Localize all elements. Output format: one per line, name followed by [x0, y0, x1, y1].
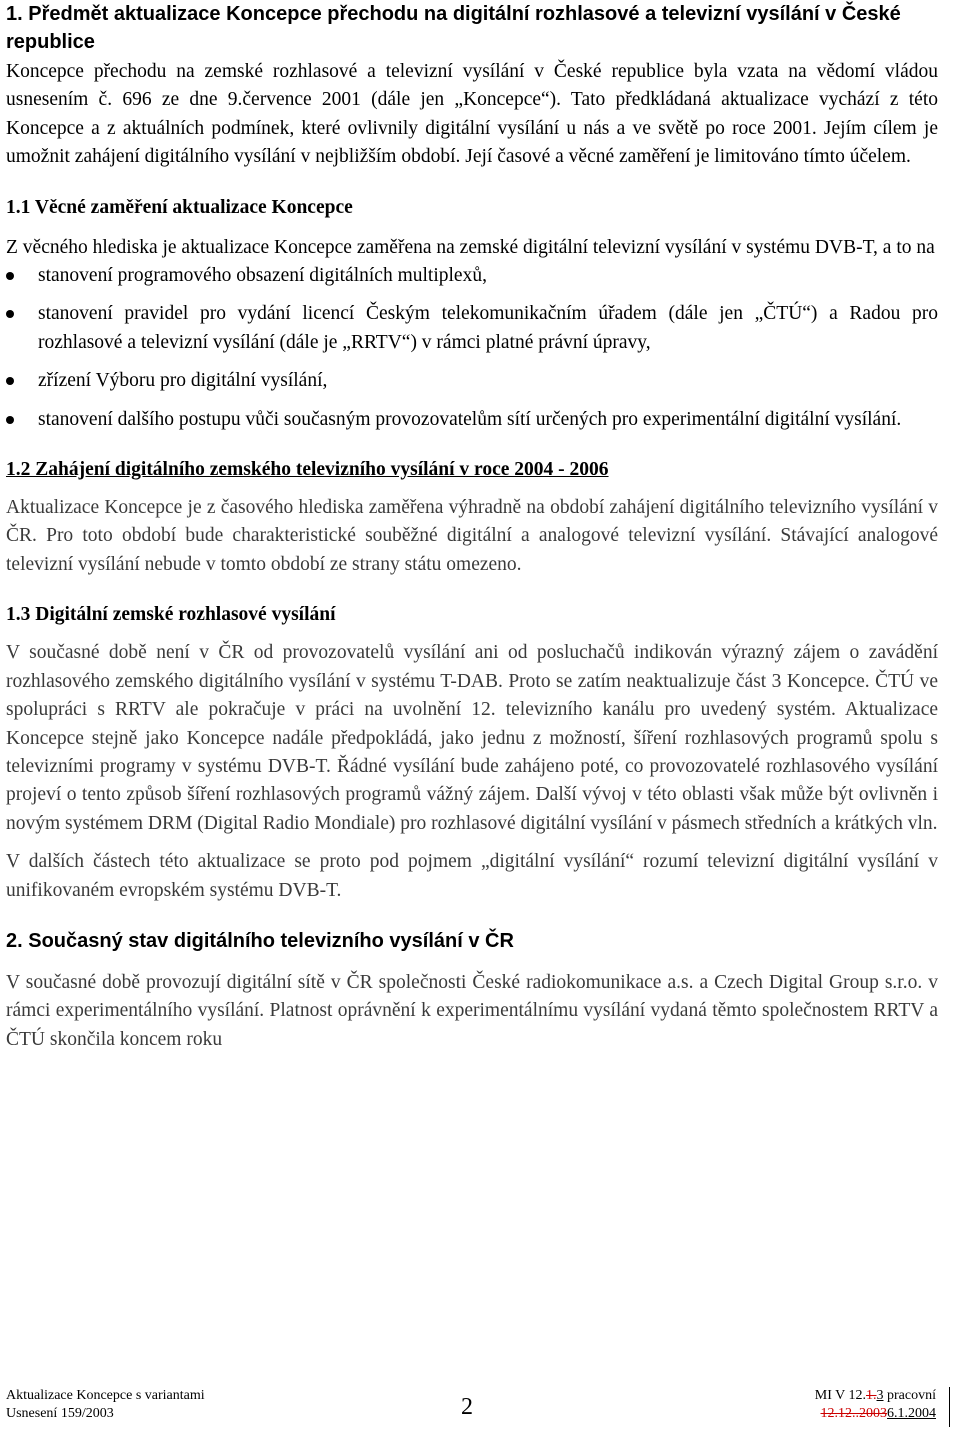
page-number: 2: [461, 1394, 473, 1420]
heading-section-1-1: 1.1 Věcné zaměření aktualizace Koncepce: [6, 196, 353, 218]
footer-right: [815, 1387, 936, 1423]
bullet-icon: [6, 377, 14, 385]
bullet-list: [6, 262, 938, 434]
list-item: stanovení dalšího postupu vůči současným provozovatelům sítí určených pro experimentální digitální vysílání.: [6, 406, 938, 434]
deleted-text: 12.12..2003: [820, 1406, 887, 1421]
inserted-text: 3: [876, 1388, 884, 1403]
footer-document-title: Aktualizace Koncepce s variantami: [6, 1388, 205, 1403]
footer-date: [815, 1405, 936, 1423]
deleted-text: 1.: [866, 1388, 877, 1403]
paragraph-section-1-1: Z věcného hlediska je aktualizace Koncepce zaměřena na zemské digitální televizní vysílání v systému DVB-T, a to na: [6, 236, 935, 258]
paragraph-section-1-3-b: V dalších částech této aktualizace se proto pod pojmem „digitální vysílání“ rozumí televizní digitální vysílání v unifikovaném evropském systému DVB-T.: [6, 851, 938, 901]
paragraph-section-1-3-a: V současné době není v ČR od provozovatelů vysílání ani od posluchačů indikován výrazný zájem o zavádění rozhlasového zemského digitálního vysílání v systému T-DAB. Proto se zatím neaktualizuje část 3 Koncepce. ČTÚ ve spolupráci s RRTV ale pokračuje v práci na uvolnění 12. televizního kanálu pro uvedený systém. Aktualizace Koncepce stejně jako Koncepce nadále předpokládá, jako jednu z možností, šíření rozhlasových programů spolu s televizními programy v systému DVB-T. Řádné vysílání bude zahájeno poté, co provozovatelé rozhlasového vysílání projeví o tento způsob šíření rozhlasových programů vážný zájem. Další vývoj v této oblasti však může být ovlivněn i novým systémem DRM (Digital Radio Mondiale) pro rozhlasové digitální vysílání v pásmech středních a krátkých vln.: [6, 642, 938, 834]
inserted-text: 6.1.2004: [887, 1406, 936, 1421]
page-footer: [6, 1387, 954, 1427]
heading-section-2: 2. Současný stav digitálního televizního vysílání v ČR: [6, 929, 514, 952]
bullet-icon: [6, 310, 14, 318]
footer-left: [6, 1387, 205, 1423]
list-item: stanovení pravidel pro vydání licencí Českým telekomunikačním úřadem (dále jen „ČTÚ“) a Radou pro rozhlasové a televizní vysílání (dále je „RRTV“) v rámci platné právní úpravy,: [6, 300, 938, 357]
heading-section-1: 1. Předmět aktualizace Koncepce přechodu na digitální rozhlasové a televizní vysílání v České republice: [6, 3, 901, 53]
bullet-icon: [6, 416, 14, 424]
change-bar: [949, 1387, 950, 1427]
paragraph-section-1: Koncepce přechodu na zemské rozhlasové a televizní vysílání v České republice byla vzata na vědomí vládou usnesením č. 696 ze dne 9.července 2001 (dále jen „Koncepce“). Tato předkládaná aktualizace vychází z této Koncepce a z aktuálních podmínek, které ovlivnily digitální vysílání u nás a ve světě po roce 2001. Jejím cílem je umožnit zahájení digitálního vysílání v nejbližším období. Její časové a věcné zaměření je limitováno tímto účelem.: [6, 61, 938, 168]
heading-section-1-2: 1.2 Zahájení digitálního zemského televizního vysílání v roce 2004 - 2006: [6, 459, 609, 481]
paragraph-section-1-2: Aktualizace Koncepce je z časového hlediska zaměřena výhradně na období zahájení digitálního televizního vysílání v ČR. Pro toto období bude charakteristické souběžné digitální a analogové televizní vysílání. Stávající analogové televizní vysílání nebude v tomto období ze strany státu omezeno.: [6, 497, 938, 575]
document-page: [6, 0, 938, 1054]
footer-version: MI V 12.1.3 pracovní: [814, 1388, 936, 1403]
paragraph-section-2: V současné době provozují digitální sítě v ČR společnosti České radiokomunikace a.s. a Czech Digital Group s.r.o. v rámci experimentálního vysílání. Platnost oprávnění k experimentálnímu vysílání vydaná těmto společnostem RRTV a ČTÚ skončila koncem roku: [6, 971, 938, 1050]
footer-resolution: Usnesení 159/2003: [6, 1406, 114, 1421]
list-item: stanovení programového obsazení digitálních multiplexů,: [6, 262, 938, 290]
list-item: zřízení Výboru pro digitální vysílání,: [6, 367, 938, 395]
heading-section-1-3: 1.3 Digitální zemské rozhlasové vysílání: [6, 604, 336, 626]
bullet-icon: [6, 272, 14, 280]
